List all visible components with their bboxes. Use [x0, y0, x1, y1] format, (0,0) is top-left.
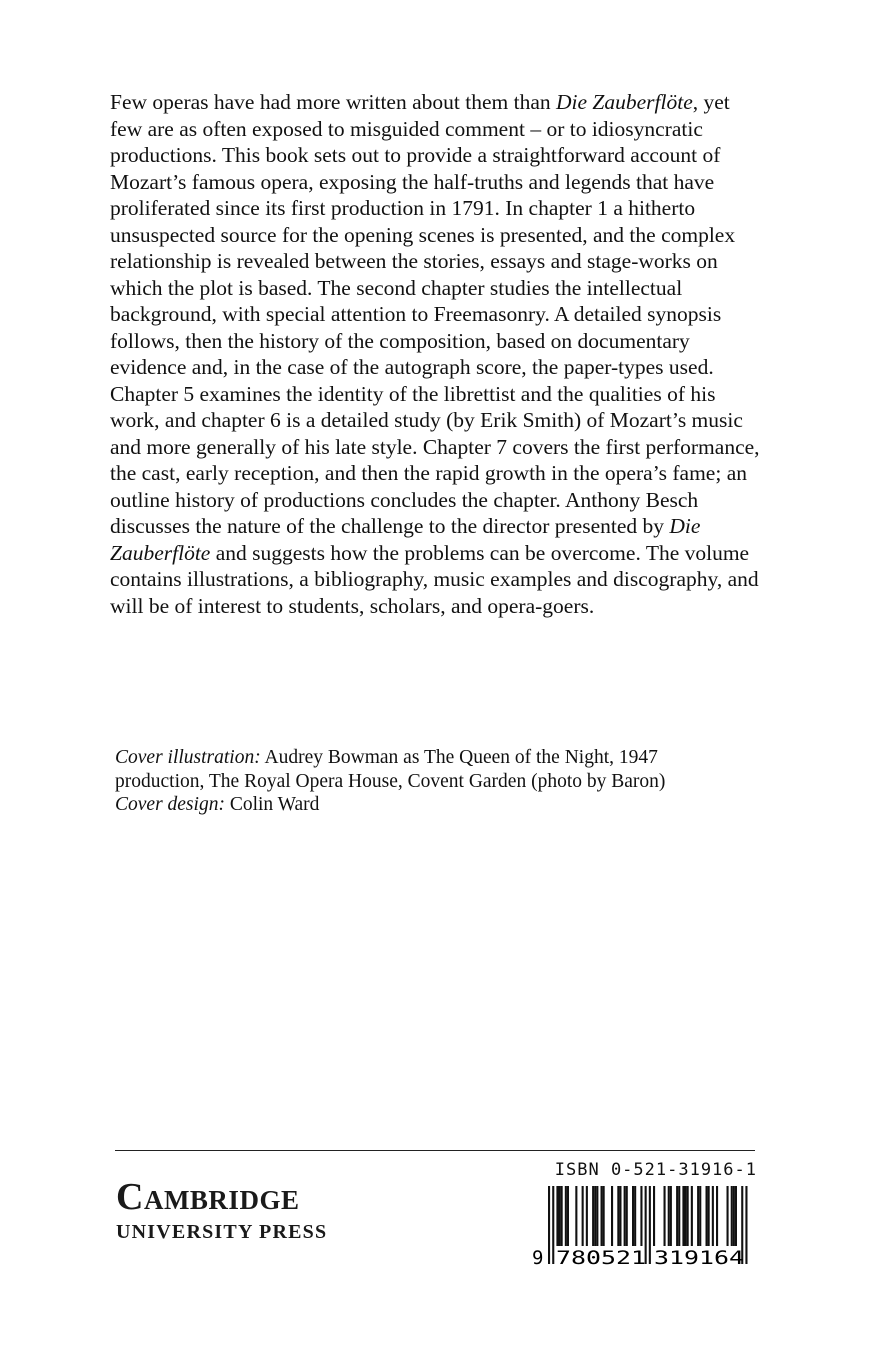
barcode-bar	[552, 1186, 554, 1264]
barcode-bar	[708, 1186, 710, 1246]
barcode-bar	[596, 1186, 598, 1246]
barcode-bar	[611, 1186, 613, 1246]
barcode-bar	[745, 1186, 747, 1264]
barcode-bar	[626, 1186, 628, 1246]
isbn-label: ISBN 0-521-31916-1	[554, 1160, 757, 1180]
barcode-bar	[653, 1186, 655, 1246]
barcode-bar	[548, 1186, 550, 1264]
credit-illustration-label: Cover illustration:	[115, 747, 261, 768]
barcode-bar	[586, 1186, 588, 1246]
barcode-bar	[617, 1186, 619, 1246]
blurb-title-2: Die Zauberflöte	[110, 514, 701, 565]
barcode-bar	[561, 1186, 563, 1246]
barcode-bar	[649, 1186, 651, 1264]
barcode-bar	[601, 1186, 603, 1246]
barcode-bar	[668, 1186, 670, 1246]
credit-illustration-text1: Audrey Bowman as The Queen of the Night, 1947	[264, 747, 658, 768]
barcode-bar	[594, 1186, 596, 1246]
barcode-bar	[575, 1186, 577, 1246]
barcode-bar	[678, 1186, 680, 1246]
barcode-bar	[624, 1186, 626, 1246]
back-cover-blurb	[110, 89, 760, 619]
barcode-bar	[691, 1186, 693, 1246]
publisher-logo	[116, 1178, 327, 1244]
barcode-bar	[735, 1186, 737, 1246]
barcode-bar	[712, 1186, 714, 1246]
barcode-bar	[664, 1186, 666, 1246]
barcode-icon	[532, 1186, 757, 1268]
cover-credits	[115, 746, 775, 817]
barcode-bar	[697, 1186, 699, 1246]
blurb-title-1: Die Zauberflöte	[556, 90, 693, 114]
publisher-name: Cambridge	[116, 1176, 300, 1218]
credit-illustration-line1	[115, 746, 775, 770]
blurb-text-1: Few operas have had more written about them than	[110, 90, 556, 114]
barcode-bar	[685, 1186, 687, 1246]
barcode-bar	[716, 1186, 718, 1246]
blurb-text-2: , yet few are as often exposed to misguided comment – or to idiosyncratic productions. This book sets out to provide a straightforward account of Mozart’s famous opera, exposing the half-truths and legends that have proliferated since its first production in 1791. In chapter 1 a hitherto unsuspected source for the opening scenes is presented, and the complex relationship is revealed between the stories, essays and stage-works on which the plot is based. The second chapter studies the intellectual background, with special attention to Freemasonry. A detailed synopsis follows, then the history of the composition, based on documentary evidence and, in the case of the autograph score, the paper-types used. Chapter 5 examines the identity of the librettist and the qualities of his work, and chapter 6 is a detailed study (by Erik Smith) of Mozart’s music and more generally of his late style. Chapter 7 covers the first performance, the cast, early reception, and then the rapid growth in the opera’s fame; an outline history of productions concludes the chapter. Anthony Besch discusses the nature of the challenge to the director presented by	[110, 90, 760, 538]
credit-design-value: Colin Ward	[229, 794, 320, 815]
barcode-bar	[619, 1186, 621, 1246]
barcode-bar	[565, 1186, 567, 1246]
barcode-bar	[640, 1186, 642, 1246]
barcode-bar	[727, 1186, 729, 1246]
barcode-bar	[634, 1186, 636, 1246]
barcode-bar	[582, 1186, 584, 1246]
barcode-bar	[731, 1186, 733, 1246]
barcode-bar	[706, 1186, 708, 1246]
blurb-text-3: and suggests how the problems can be overcome. The volume contains illustrations, a bibliography, music examples and discography, and will be of interest to students, scholars, and opera-goers.	[110, 540, 759, 618]
barcode-bar	[556, 1186, 558, 1246]
barcode-bar	[682, 1186, 684, 1246]
barcode-bar	[687, 1186, 689, 1246]
barcode-bar	[632, 1186, 634, 1246]
barcode-bar	[670, 1186, 672, 1246]
barcode-right-digits: 319164	[654, 1247, 744, 1268]
barcode-bar	[603, 1186, 605, 1246]
barcode-bar	[559, 1186, 561, 1246]
barcode-bar	[592, 1186, 594, 1246]
publisher-subtitle: UNIVERSITY PRESS	[116, 1221, 328, 1243]
footer-divider	[115, 1150, 755, 1151]
credit-illustration-line2: production, The Royal Opera House, Covent Garden (photo by Baron)	[115, 770, 666, 792]
credit-design-label: Cover design:	[115, 794, 225, 815]
credit-design-line	[115, 793, 775, 817]
barcode-bar	[733, 1186, 735, 1246]
barcode-bar	[676, 1186, 678, 1246]
barcode-block	[532, 1160, 757, 1268]
barcode-lead-digit: 9	[532, 1247, 544, 1268]
barcode-left-digits: 780521	[556, 1247, 646, 1268]
barcode-bar	[567, 1186, 569, 1246]
barcode-bar	[699, 1186, 701, 1246]
